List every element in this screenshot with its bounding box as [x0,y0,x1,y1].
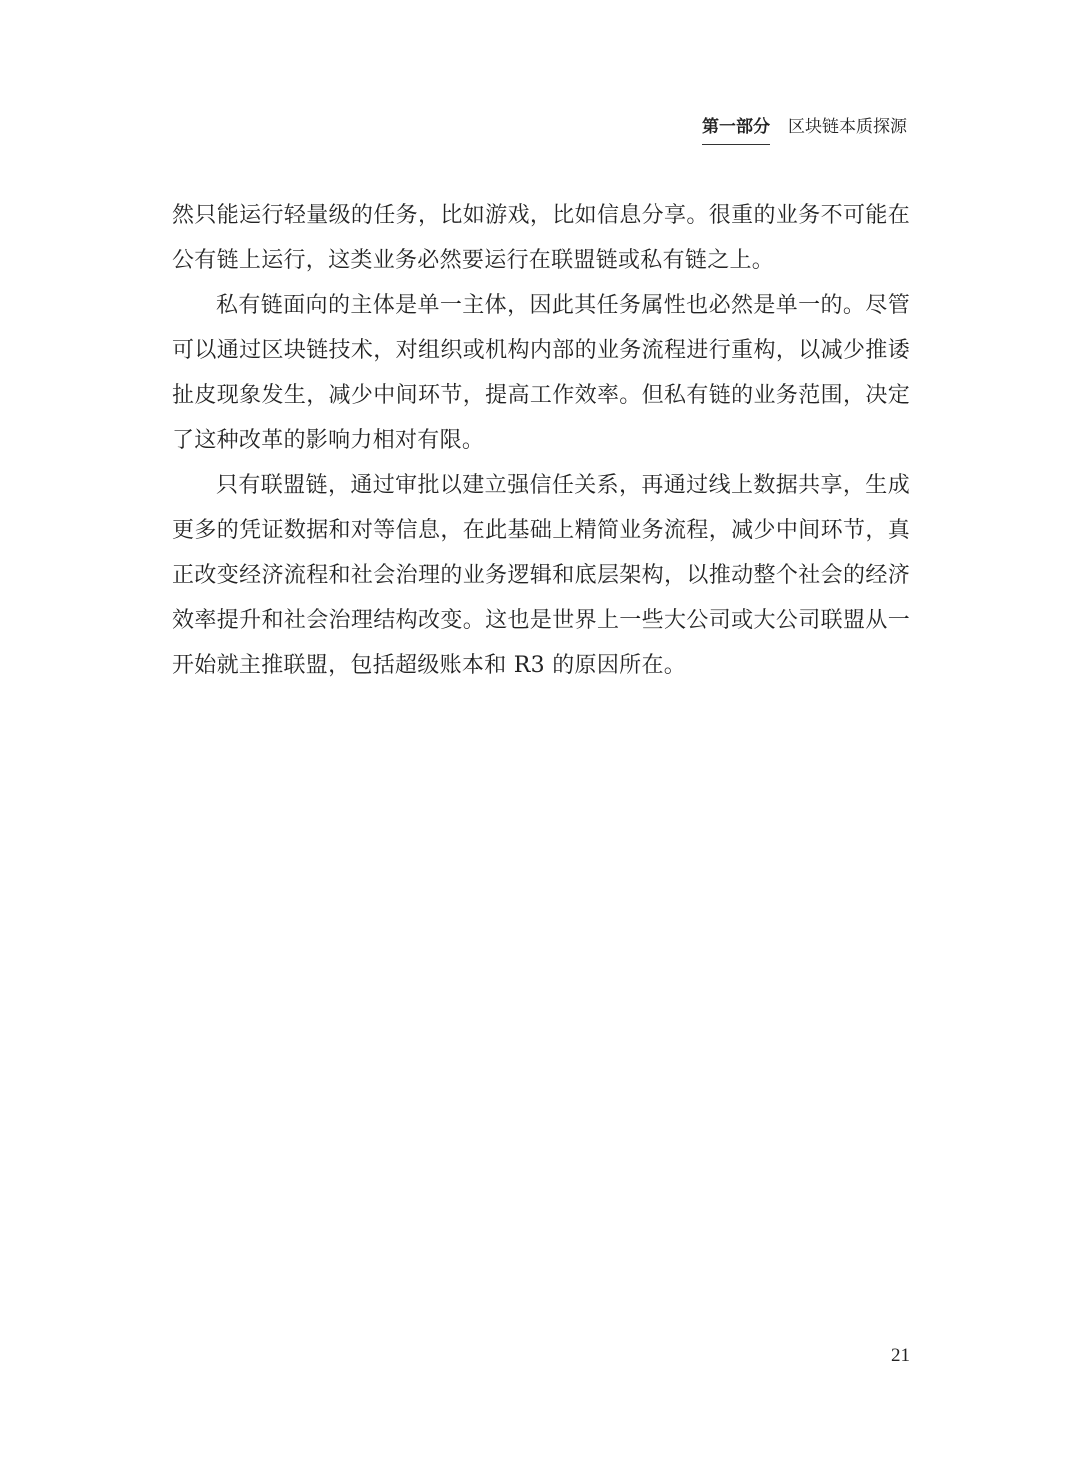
page-number: 21 [891,1345,910,1366]
body-text [172,193,910,688]
paragraph-consortium-chain: 只有联盟链，通过审批以建立强信任关系，再通过线上数据共享，生成更多的凭证数据和对等信息，在此基础上精简业务流程，减少中间环节，真正改变经济流程和社会治理的业务逻辑和底层架构，以推动整个社会的经济效率提升和社会治理结构改变。这也是世界上一些大公司或大公司联盟从一开始就主推联盟，包括超级账本和 R3 的原因所在。 [172,473,910,678]
header-section-title: 区块链本质探源 [788,117,907,137]
paragraph-private-chain: 私有链面向的主体是单一主体，因此其任务属性也必然是单一的。尽管可以通过区块链技术，对组织或机构内部的业务流程进行重构，以减少推诿扯皮现象发生，减少中间环节，提高工作效率。但私有链的业务范围，决定了这种改革的影响力相对有限。 [172,293,910,453]
header-underline [702,144,770,145]
running-header [700,112,910,152]
paragraph-continuation: 然只能运行轻量级的任务，比如游戏，比如信息分享。很重的业务不可能在公有链上运行，这类业务必然要运行在联盟链或私有链之上。 [172,203,910,273]
header-part-label: 第一部分 [702,117,770,137]
